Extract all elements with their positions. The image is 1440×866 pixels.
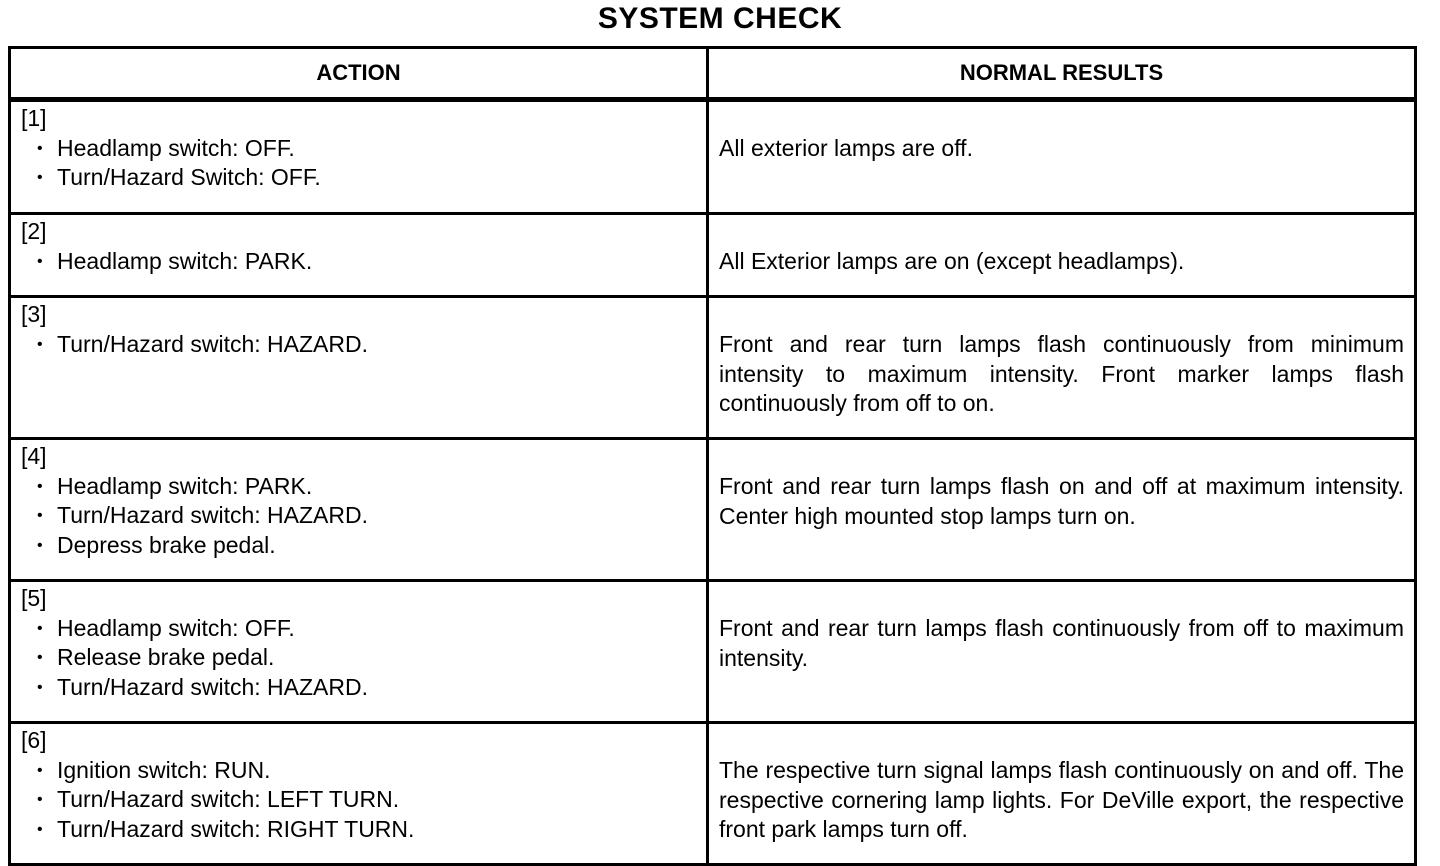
action-list [21,134,696,193]
result-column-header: NORMAL RESULTS [708,48,1416,100]
action-cell [10,100,708,214]
action-cell [10,581,708,723]
action-item: • Headlamp switch: OFF. [57,614,696,644]
action-item: • Turn/Hazard Switch: OFF. [57,163,696,193]
result-text: All Exterior lamps are on (except headlamps). [719,248,1185,274]
action-cell [10,297,708,439]
result-cell [708,439,1416,581]
result-cell [708,100,1416,214]
step-number: [3] [21,301,47,327]
action-item: • Turn/Hazard switch: HAZARD. [57,330,696,360]
action-cell [10,214,708,297]
system-check-table [8,46,1417,866]
result-cell [708,723,1416,865]
action-item: • Depress brake pedal. [57,531,696,561]
result-cell [708,581,1416,723]
result-text: Front and rear turn lamps flash on and off at maximum intensity. Center high mounted stop lamps turn on. [719,473,1404,529]
table-row [10,581,1416,723]
action-item: • Headlamp switch: PARK. [57,247,696,277]
result-cell [708,214,1416,297]
action-list [21,614,696,703]
action-item: • Headlamp switch: PARK. [57,472,696,502]
result-text: Front and rear turn lamps flash continuously from minimum intensity to maximum intensity. Front marker lamps flash continuously from off to on. [719,331,1404,416]
action-list [21,330,696,360]
table-row [10,439,1416,581]
step-number: [5] [21,585,47,611]
action-cell [10,723,708,865]
table-row [10,723,1416,865]
action-item: • Turn/Hazard switch: HAZARD. [57,501,696,531]
table-row [10,100,1416,214]
step-number: [2] [21,218,47,244]
action-item: • Turn/Hazard switch: LEFT TURN. [57,785,696,815]
action-list [21,756,696,845]
result-text: Front and rear turn lamps flash continuously from off to maximum intensity. [719,615,1404,671]
action-list [21,247,696,277]
table-row [10,214,1416,297]
action-item: • Release brake pedal. [57,643,696,673]
action-cell [10,439,708,581]
table-header-row [10,48,1416,100]
result-text: All exterior lamps are off. [719,135,973,161]
action-item: • Turn/Hazard switch: HAZARD. [57,673,696,703]
table-row [10,297,1416,439]
action-column-header: ACTION [10,48,708,100]
step-number: [1] [21,105,47,131]
action-item: • Headlamp switch: OFF. [57,134,696,164]
action-item: • Ignition switch: RUN. [57,756,696,786]
page-title: SYSTEM CHECK [597,2,843,35]
step-number: [4] [21,443,47,469]
result-cell [708,297,1416,439]
step-number: [6] [21,727,47,753]
result-text: The respective turn signal lamps flash continuously on and off. The respective cornering lamp lights. For DeVille export, the respective front park lamps turn off. [719,757,1404,842]
action-item: • Turn/Hazard switch: RIGHT TURN. [57,815,696,845]
action-list [21,472,696,561]
